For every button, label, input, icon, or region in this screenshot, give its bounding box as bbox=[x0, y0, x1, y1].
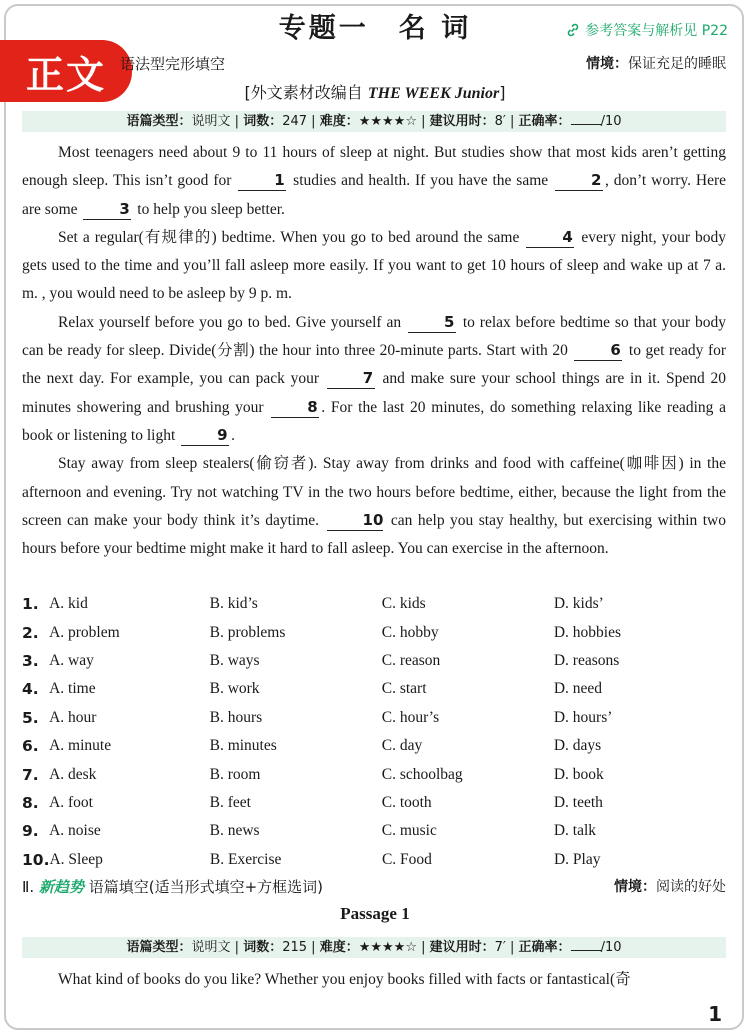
option-b[interactable]: B. news bbox=[209, 822, 260, 840]
option-row bbox=[22, 846, 726, 874]
text: to relax before bedtime so that your body can be ready for sleep. Divide(分割) the hour into three 20-minute parts. Start with 20 bbox=[22, 313, 727, 360]
option-b[interactable]: B. feet bbox=[209, 793, 251, 811]
info-type: 说明文 bbox=[191, 114, 231, 129]
blank-10[interactable]: 10 bbox=[327, 510, 384, 531]
text: and make sure your school things are in it. Spend 20 minutes showering and brushing your bbox=[22, 370, 727, 416]
option-row bbox=[22, 760, 726, 788]
text: studies and health. If you have the same bbox=[293, 172, 549, 190]
option-row bbox=[22, 675, 726, 703]
info-type-label: 语篇类型： bbox=[126, 940, 192, 955]
info-time: 8′ bbox=[494, 114, 506, 129]
info-accuracy-total: /10 bbox=[600, 114, 622, 129]
question-number: 7. bbox=[22, 765, 39, 784]
question-number: 5. bbox=[22, 708, 39, 727]
passage-info-bar-2: 语篇类型：说明文 | 词数：215 | 难度：★★★★☆ | 建议用时：7′ | 正确率： /10 bbox=[22, 937, 726, 958]
info-time: 7′ bbox=[494, 940, 506, 955]
option-a[interactable]: A. minute bbox=[49, 737, 112, 755]
option-c[interactable]: C. reason bbox=[381, 651, 441, 669]
section1-label: 语法型完形填空 bbox=[120, 55, 226, 73]
section2-label: 语篇填空(适当形式填空+方框选词) bbox=[88, 878, 324, 896]
question-number: 10. bbox=[22, 850, 50, 869]
option-c[interactable]: C. hour’s bbox=[381, 708, 440, 726]
question-number: 8. bbox=[22, 793, 39, 812]
blank-2[interactable]: 2 bbox=[555, 170, 603, 191]
option-d[interactable]: D. need bbox=[553, 680, 603, 698]
option-a[interactable]: A. hour bbox=[49, 708, 97, 726]
text: can help you stay healthy, but exercising within two hours before your bedtime might make it hard to fall asleep. You can exercise in the afternoon. bbox=[22, 511, 726, 558]
source-suffix: ] bbox=[499, 83, 506, 102]
option-b[interactable]: B. hours bbox=[209, 708, 263, 726]
option-row bbox=[22, 647, 726, 675]
option-c[interactable]: C. Food bbox=[381, 850, 432, 868]
option-d[interactable]: D. talk bbox=[553, 822, 597, 840]
option-row bbox=[22, 817, 726, 845]
answer-ref-text: 参考答案与解析见 P22 bbox=[585, 23, 728, 39]
info-time-label: 建议用时： bbox=[429, 114, 495, 129]
paragraph-2 bbox=[22, 224, 726, 309]
question-number: 3. bbox=[22, 651, 39, 670]
question-number: 2. bbox=[22, 623, 39, 642]
main-text-badge: 正文 bbox=[0, 40, 132, 102]
info-difficulty-label: 难度： bbox=[319, 114, 359, 129]
section1-situation bbox=[586, 53, 726, 73]
question-number: 6. bbox=[22, 737, 39, 756]
info-words-label: 词数： bbox=[243, 940, 283, 955]
info-difficulty: ★★★★☆ bbox=[358, 114, 417, 129]
option-d[interactable]: D. hours’ bbox=[553, 708, 613, 726]
source-prefix: [外文素材改编自 bbox=[244, 83, 368, 102]
question-number: 1. bbox=[22, 595, 39, 614]
blank-9[interactable]: 9 bbox=[181, 425, 229, 446]
info-type: 说明文 bbox=[191, 940, 231, 955]
option-a[interactable]: A. Sleep bbox=[49, 850, 103, 868]
accuracy-blank[interactable] bbox=[571, 112, 601, 125]
option-c[interactable]: C. start bbox=[381, 680, 427, 698]
option-a[interactable]: A. noise bbox=[49, 822, 101, 840]
option-row bbox=[22, 789, 726, 817]
option-row bbox=[22, 704, 726, 732]
cloze-passage bbox=[22, 139, 726, 563]
option-row bbox=[22, 590, 726, 618]
blank-3[interactable]: 3 bbox=[83, 199, 131, 220]
option-b[interactable]: B. ways bbox=[209, 651, 260, 669]
text: Set a regular(有规律的) bedtime. When you go to bed around the same bbox=[58, 228, 520, 246]
option-b[interactable]: B. room bbox=[209, 765, 261, 783]
section2-situation bbox=[614, 876, 726, 896]
option-row bbox=[22, 732, 726, 760]
info-accuracy-label: 正确率： bbox=[518, 940, 571, 955]
text: every night, your body gets used to the time and you’ll fall asleep more easily. If you want to get 10 hours of sleep and wake up at 7 a. m. , you would need to be asleep by 9 p. m. bbox=[22, 228, 727, 303]
text: Most teenagers need about 9 to 11 hours of sleep at night. But studies show that most kids aren’t getting enough sleep. This isn’t good for bbox=[22, 144, 726, 190]
option-b[interactable]: B. Exercise bbox=[209, 850, 282, 868]
passage-info-bar: 语篇类型：说明文 | 词数：247 | 难度：★★★★☆ | 建议用时：8′ | 正确率： /10 bbox=[22, 111, 726, 132]
info-difficulty-label: 难度： bbox=[319, 940, 359, 955]
info-words-label: 词数： bbox=[243, 114, 283, 129]
info-accuracy-label: 正确率： bbox=[518, 114, 571, 129]
text: to help you sleep better. bbox=[137, 200, 285, 218]
blank-6[interactable]: 6 bbox=[574, 340, 622, 361]
option-c[interactable]: C. day bbox=[381, 737, 423, 755]
option-c[interactable]: C. schoolbag bbox=[381, 765, 463, 783]
text: Stay away from sleep stealers(偷窃者). Stay away from drinks and food with caffeine(咖啡因) in the afternoon and evening. Try not watching TV in the two hours before bedtime, either, because the light from the screen can make your body think it’s daytime. bbox=[22, 455, 726, 529]
option-c[interactable]: C. tooth bbox=[381, 793, 432, 811]
section2-header bbox=[22, 876, 323, 897]
option-d[interactable]: D. Play bbox=[553, 850, 601, 868]
info-words: 215 bbox=[282, 940, 308, 955]
option-b[interactable]: B. work bbox=[209, 680, 260, 698]
blank-5[interactable]: 5 bbox=[408, 312, 456, 333]
info-time-label: 建议用时： bbox=[429, 940, 495, 955]
paragraph-4 bbox=[22, 450, 726, 563]
blank-8[interactable]: 8 bbox=[271, 397, 319, 418]
question-number: 9. bbox=[22, 822, 39, 841]
option-d[interactable]: D. hobbies bbox=[553, 623, 622, 641]
text: , don’t worry. Here are some bbox=[22, 172, 727, 218]
option-d[interactable]: D. teeth bbox=[553, 793, 603, 811]
question-number: 4. bbox=[22, 680, 39, 699]
option-a[interactable]: A. time bbox=[49, 680, 96, 698]
option-a[interactable]: A. kid bbox=[49, 595, 88, 613]
info-difficulty: ★★★★☆ bbox=[358, 940, 417, 955]
page-title: 专题一 名 词 bbox=[278, 13, 472, 44]
section2-numeral: Ⅱ. bbox=[22, 878, 35, 896]
situation-label: 情境： bbox=[586, 56, 628, 72]
info-type-label: 语篇类型： bbox=[126, 114, 192, 129]
option-a[interactable]: A. way bbox=[49, 651, 94, 669]
text: to get ready for the next day. For example, you can pack your bbox=[22, 342, 727, 388]
text: . For the last 20 minutes, do something relaxing like reading a book or listening to light bbox=[22, 398, 726, 444]
option-d[interactable]: D. reasons bbox=[553, 651, 620, 669]
blank-7[interactable]: 7 bbox=[327, 368, 375, 389]
option-b[interactable]: B. problems bbox=[209, 623, 286, 641]
option-a[interactable]: A. foot bbox=[49, 793, 93, 811]
passage1-first-line: What kind of books do you like? Whether you enjoy books filled with facts or fantastical(奇 bbox=[58, 971, 631, 988]
page-number: 1 bbox=[708, 1002, 722, 1026]
option-d[interactable]: D. kids’ bbox=[553, 595, 604, 613]
option-c[interactable]: C. hobby bbox=[381, 623, 439, 641]
option-d[interactable]: D. book bbox=[553, 765, 604, 783]
paragraph-1 bbox=[22, 139, 726, 224]
paragraph-3 bbox=[22, 309, 726, 450]
source-line bbox=[0, 80, 750, 103]
new-trend-tag: 新趋势 bbox=[38, 878, 84, 896]
option-row bbox=[22, 618, 726, 646]
situation-text: 阅读的好处 bbox=[656, 879, 726, 895]
answer-reference[interactable] bbox=[565, 20, 728, 40]
blank-1[interactable]: 1 bbox=[238, 170, 286, 191]
option-a[interactable]: A. problem bbox=[49, 623, 120, 641]
option-d[interactable]: D. days bbox=[553, 737, 602, 755]
source-title: THE WEEK Junior bbox=[367, 85, 500, 102]
accuracy-blank[interactable] bbox=[571, 938, 601, 951]
answer-options bbox=[22, 590, 726, 874]
option-b[interactable]: B. kid’s bbox=[209, 595, 258, 613]
option-c[interactable]: C. music bbox=[381, 822, 437, 840]
option-a[interactable]: A. desk bbox=[49, 765, 97, 783]
situation-text: 保证充足的睡眠 bbox=[628, 56, 726, 72]
link-icon bbox=[565, 22, 581, 38]
info-accuracy-total: /10 bbox=[600, 940, 622, 955]
passage-title: Passage 1 bbox=[340, 904, 410, 923]
blank-4[interactable]: 4 bbox=[526, 227, 574, 248]
option-b[interactable]: B. minutes bbox=[209, 737, 277, 755]
info-words: 247 bbox=[282, 114, 308, 129]
text: Relax yourself before you go to bed. Give yourself an bbox=[58, 313, 402, 331]
text: . bbox=[231, 426, 236, 444]
situation-label: 情境： bbox=[614, 879, 656, 895]
option-c[interactable]: C. kids bbox=[381, 595, 426, 613]
